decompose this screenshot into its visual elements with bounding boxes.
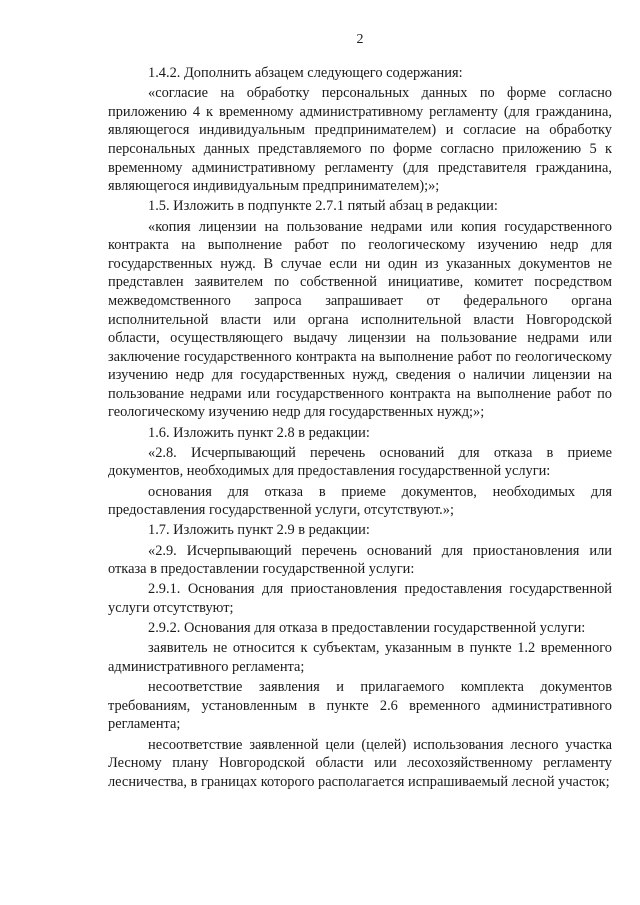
paragraph-applicant-subject: заявитель не относится к субъектам, указанным в пункте 1.2 временного административного регламента;: [108, 640, 612, 675]
paragraph-documents-mismatch: несоответствие заявления и прилагаемого комплекта документов требованиям, установленным в пункте 2.6 временного административного регламента;: [108, 679, 612, 733]
paragraph-license-copy: «копия лицензии на пользование недрами или копия государственного контракта на выполнение работ по геологическому изучению недр для государственных нужд. В случае если ни один из указанных документов не представлен заявителем по собственной инициативе, комитет посредством межведомственного запроса запрашивает от федерального органа исполнительной власти или органа исполнительной власти Новгородской области, осуществляющего выдачу лицензии на пользование недрами или заключение государственного контракта на выполнение работ по геологическому изучению недр для государственных нужд, сведения о наличии лицензии на пользование недрами или государственного контракта на выполнение работ по геологическому изучению недр для государственных нужд;»;: [108, 218, 612, 421]
paragraph-2-8-grounds: основания для отказа в приеме документов, необходимых для предоставления государственной услуги, отсутствуют.»;: [108, 483, 612, 519]
paragraph-2-8: «2.8. Исчерпывающий перечень оснований для отказа в приеме документов, необходимых для предоставления государственной услуги:: [108, 444, 612, 480]
paragraph-2-9-2: 2.9.2. Основания для отказа в предоставлении государственной услуги:: [148, 620, 586, 637]
paragraph-1-5: 1.5. Изложить в подпункте 2.7.1 пятый абзац в редакции:: [148, 198, 498, 215]
page-number: 2: [356, 32, 364, 47]
paragraph-1-7: 1.7. Изложить пункт 2.9 в редакции:: [148, 522, 370, 539]
paragraph-1-6: 1.6. Изложить пункт 2.8 в редакции:: [148, 424, 370, 441]
paragraph-2-9-1: 2.9.1. Основания для приостановления предоставления государственной услуги отсутствуют;: [108, 581, 612, 616]
paragraph-purpose-mismatch: несоответствие заявленной цели (целей) использования лесного участка Лесному плану Новгородской области или лесохозяйственному регламенту лесничества, в границах которого располагается испрашиваемый лесной участок;: [108, 736, 612, 790]
paragraph-consent: «согласие на обработку персональных данных по форме согласно приложению 4 к временному административному регламенту (для гражданина, являющегося индивидуальным предпринимателем) и согласие на обработку персональных данных представляемого по форме согласно приложению 5 к временному административному регламенту (для представителя гражданина, являющегося индивидуальным предпринимателем);»;: [108, 85, 612, 195]
paragraph-1-4-2: 1.4.2. Дополнить абзацем следующего содержания:: [148, 65, 463, 81]
paragraph-2-9: «2.9. Исчерпывающий перечень оснований для приостановления или отказа в предоставлении государственной услуги:: [108, 542, 612, 578]
